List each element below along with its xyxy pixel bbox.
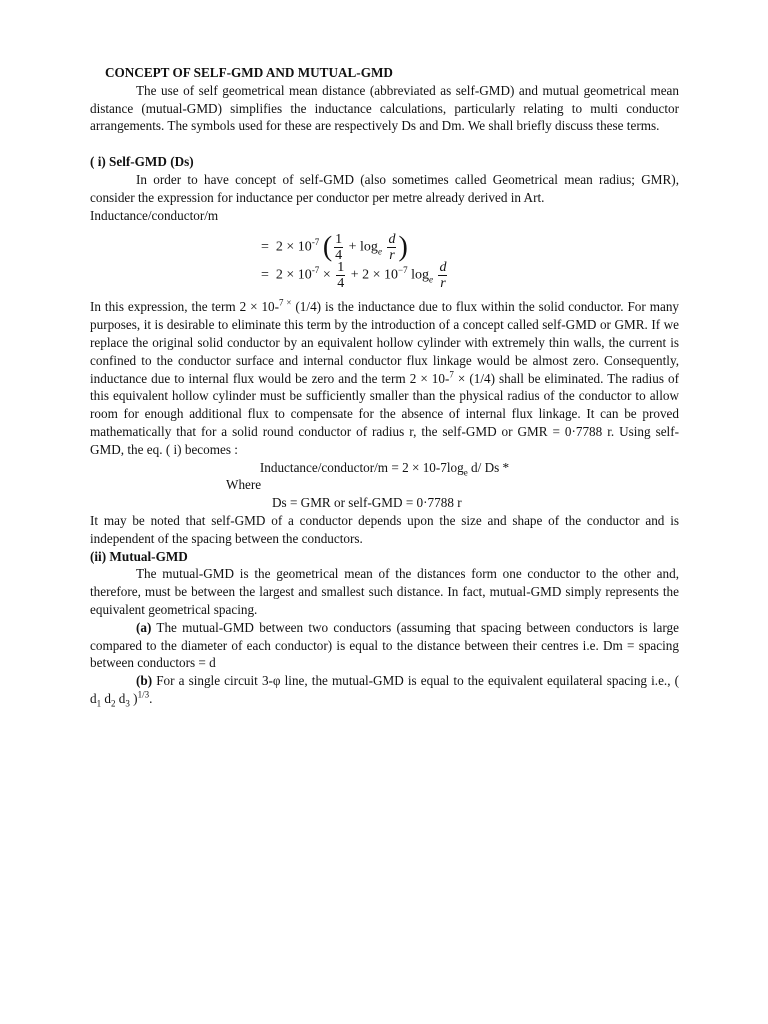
where-label: Where — [226, 477, 262, 493]
self-gmd-explanation: In this expression, the term 2 × 10-$^{7 \times}$ (1/4) is the inductance due to flux within the solid conductor. For many purposes, it is desirable to eliminate this term by the introduction of a concept called self-GMD or GMR. If we replace the original solid conductor by an equivalent hollow cylinder with extremely thin walls, the current is confined to the conductor surface and internal conductor flux linkage would be almost zero. Consequently, inductance due to internal flux would be zero and the term 2 × 10-$^7$ × (1/4) shall be eliminated. The radius of this equivalent hollow cylinder must be sufficiently smaller than the physical radius of the conductor to allow room for enough additional flux to compensate for the absence of internal flux linkage. It can be proved mathematically that for a solid round conductor of radius r, the self-GMD or GMR = 0·7788 r. Using self-GMD, the eq. ( i) becomes : — [90, 297, 680, 457]
document-body — [90, 64, 679, 708]
equation-line-2: = $2 \times 10^{-7}$ × $\frac{1}{4}$ + $2 \times 10^{-7}$ $\log_e$ $\frac{d}{r}$ — [261, 260, 447, 292]
mutual-gmd-intro: The mutual-GMD is the geometrical mean of the distances form one conductor to the other and, therefore, must be between the largest and smallest such distance. In fact, mutual-GMD simply represents the equivalent geometrical spacing. — [90, 566, 679, 617]
self-gmd-heading: ( i) Self-GMD (Ds) — [90, 154, 194, 170]
self-gmd-note: It may be noted that self-GMD of a conductor depends upon the size and shape of the conductor and is independent of the spacing between the conductors. — [90, 512, 679, 546]
self-gmd-formula: Inductance/conductor/m = $2 \times 10-7\log_e$ d/ Ds * — [259, 459, 510, 478]
inductance-label: Inductance/conductor/m — [90, 207, 219, 223]
inductance-equations — [90, 226, 679, 296]
fraction-one-quarter: $\frac{1}{4}$ — [335, 232, 343, 264]
mutual-gmd-item-b: (b) For a single circuit 3-φ line, the mutual-GMD is equal to the equivalent equilateral spacing i.e., ( $d_1$ $d_2$ $d_3$ )$^{1/3}$. — [90, 673, 679, 709]
fraction-one-quarter: $\frac{1}{4}$ — [337, 260, 345, 292]
left-paren: ( — [322, 231, 333, 263]
fraction-d-over-r: $\frac{d}{r}$ — [439, 260, 447, 292]
intro-paragraph: The use of self geometrical mean distance (abbreviated as self-GMD) and mutual geometrical mean distance (mutual-GMD) simplifies the inductance calculations, particularly relating to multi conductor arrangements. The symbols used for these are respectively Ds and Dm. We shall briefly discuss these terms. — [90, 82, 679, 134]
page-title: CONCEPT OF SELF-GMD AND MUTUAL-GMD — [105, 65, 393, 80]
fraction-d-over-r: $\frac{d}{r}$ — [388, 232, 396, 264]
equation-line-1: = $2 \times 10^{-7}$ ( $\frac{1}{4}$ + $\log_e$ $\frac{d}{r}$ ) — [261, 231, 408, 264]
ds-definition: Ds = GMR or self-GMD = 0·7788 r — [272, 495, 462, 511]
mutual-gmd-heading: (ii) Mutual-GMD — [90, 548, 188, 564]
right-paren: ) — [398, 231, 408, 263]
mutual-gmd-item-a: (a) The mutual-GMD between two conductors (assuming that spacing between conductors is large compared to the diameter of each conductor) is equal to the distance between their centres i.e. Dm = spacing between conductors = d — [90, 619, 679, 671]
spacer — [90, 135, 679, 153]
self-gmd-intro: In order to have concept of self-GMD (also sometimes called Geometrical mean radius; GMR), consider the expression for inductance per conductor per metre already derived in Art. — [90, 171, 679, 205]
